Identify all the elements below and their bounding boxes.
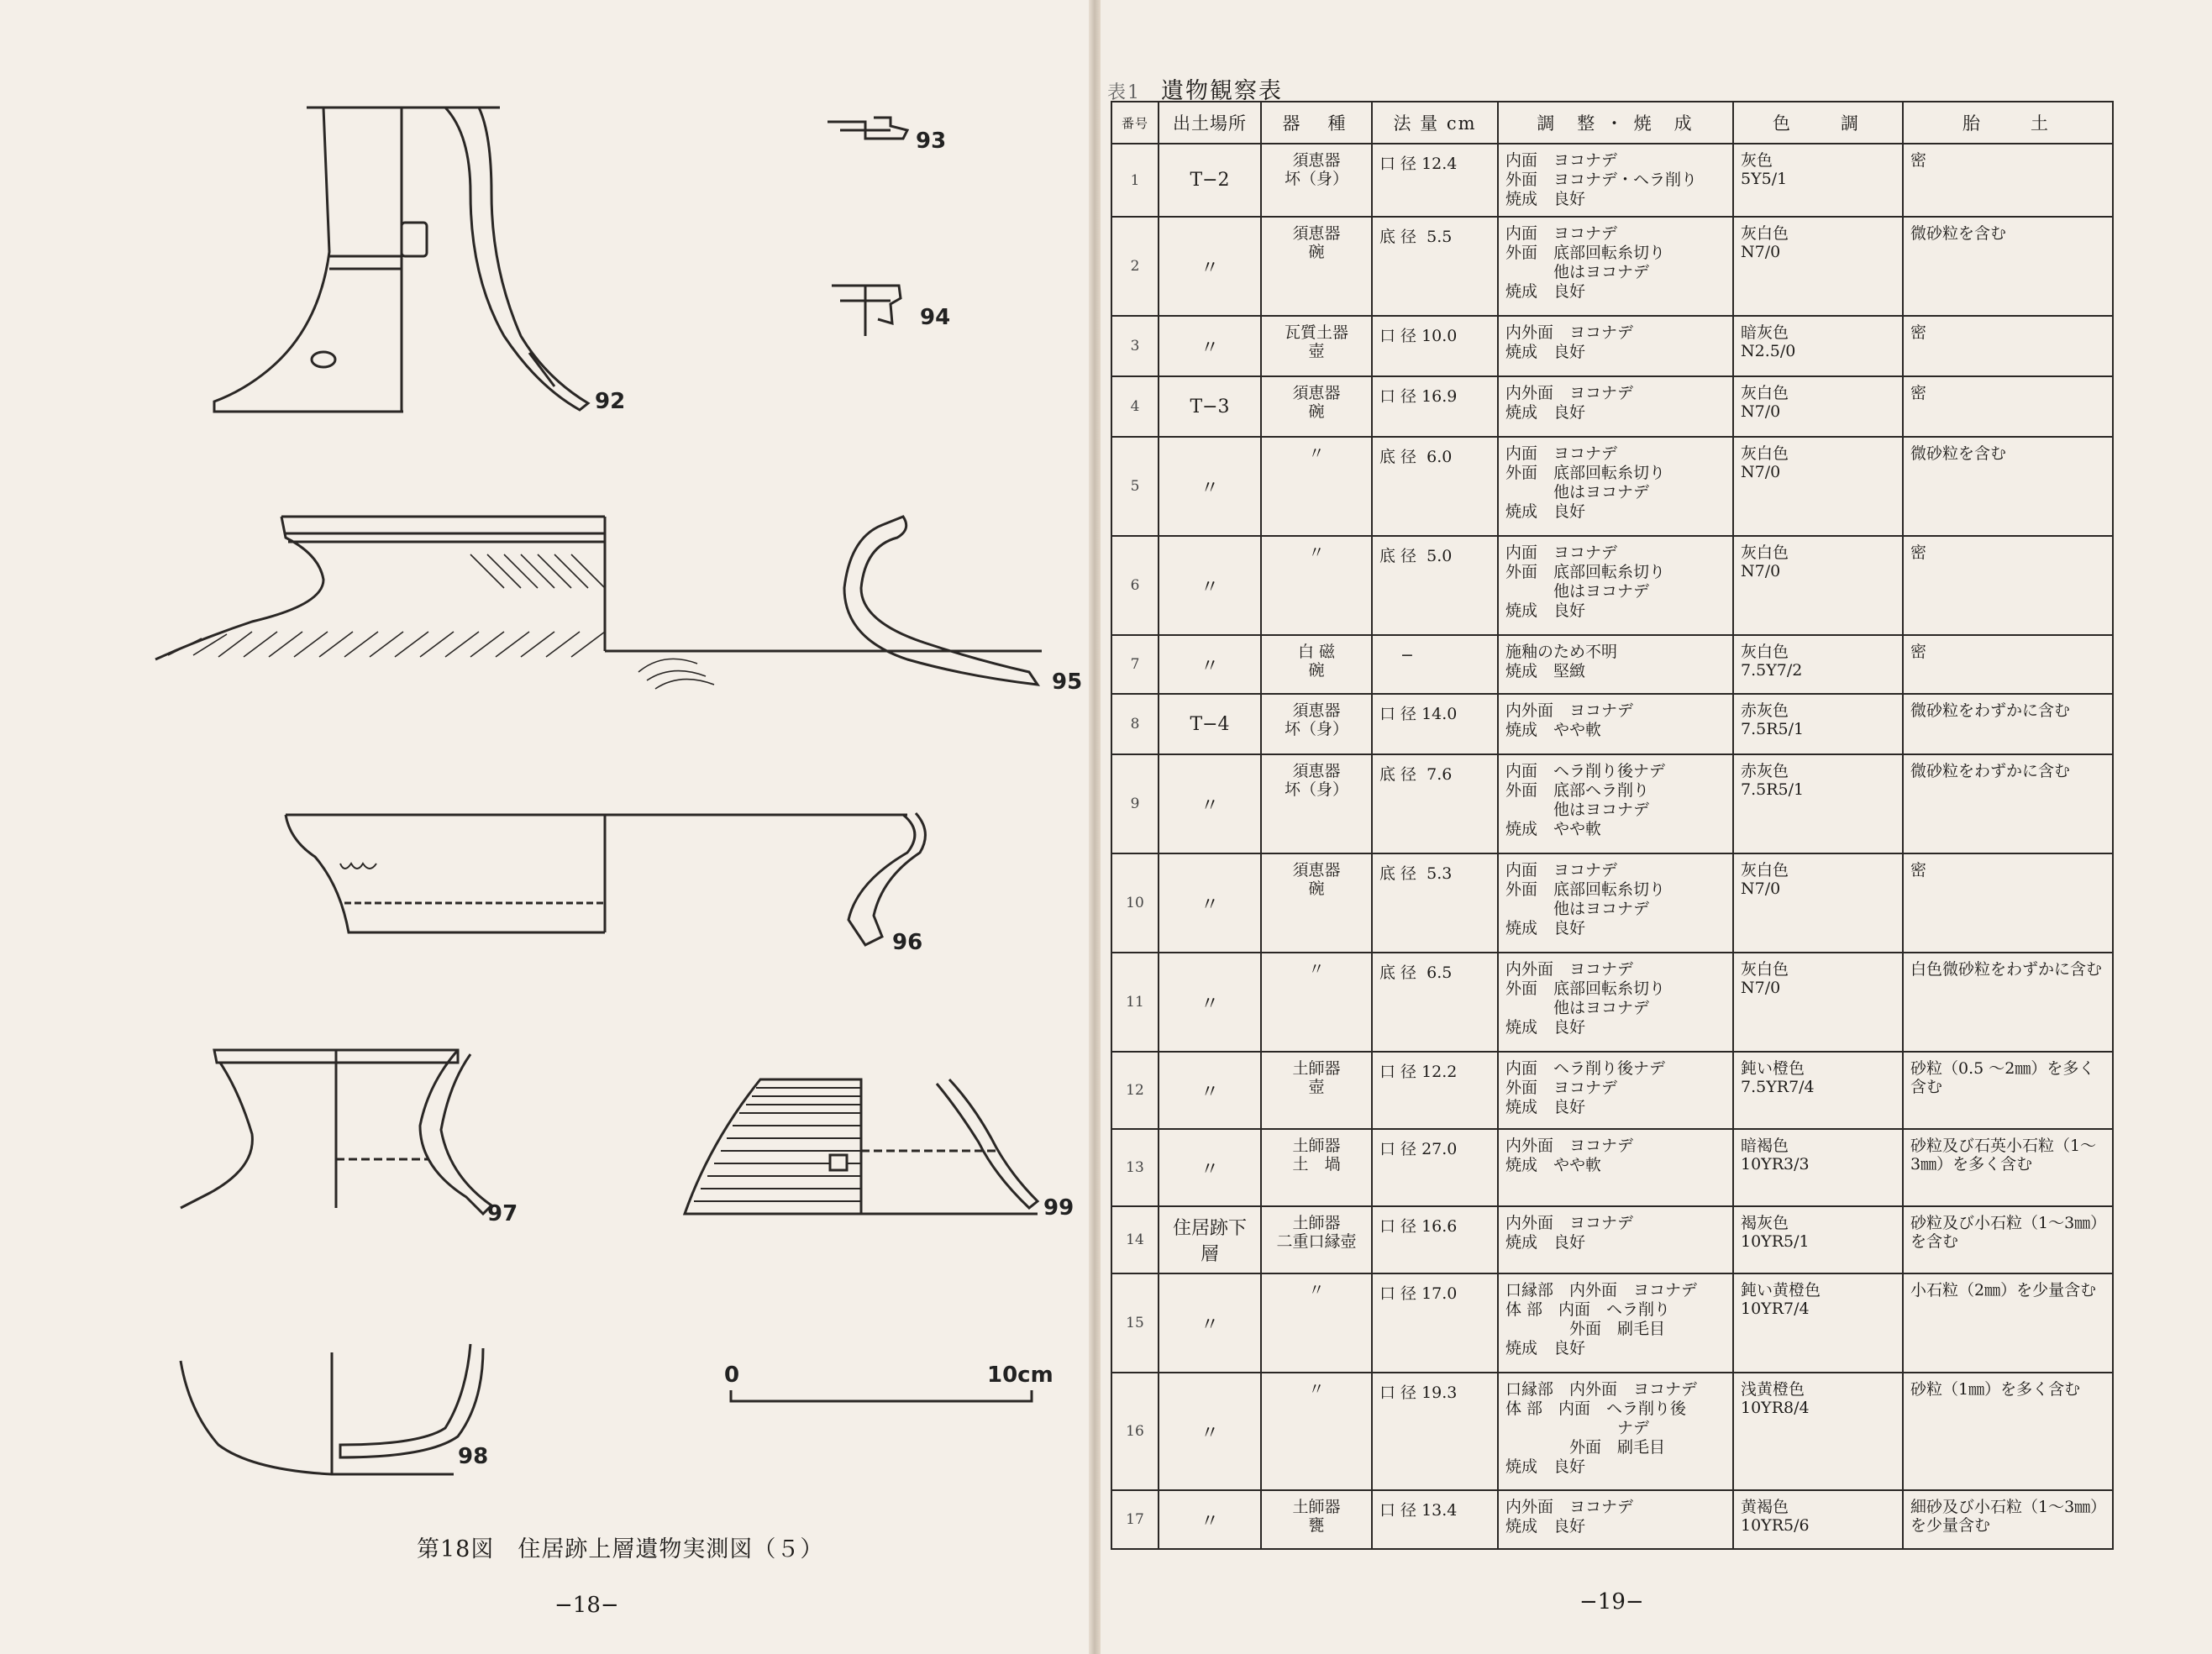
cell-site: 〃	[1159, 635, 1261, 694]
drawing-99	[685, 1079, 1038, 1214]
table-row	[1111, 217, 2113, 316]
cell-color: 赤灰色 7.5R5/1	[1733, 754, 1903, 853]
cell-color: 灰色 5Y5/1	[1733, 144, 1903, 217]
table-row	[1111, 1273, 2113, 1373]
cell-size: 底 径 5.0	[1372, 536, 1498, 635]
cell-color: 褐灰色 10YR5/1	[1733, 1206, 1903, 1273]
cell-site: T−2	[1159, 144, 1261, 217]
cell-number: 14	[1111, 1206, 1159, 1273]
cell-number: 1	[1111, 144, 1159, 217]
cell-adjustment: 施釉のため不明 焼成 堅緻	[1498, 635, 1733, 694]
cell-clay: 密	[1903, 635, 2113, 694]
cell-number: 8	[1111, 694, 1159, 754]
cell-kind: 土師器 甕	[1261, 1490, 1372, 1549]
figure-number-95: 95	[1052, 669, 1083, 695]
cell-clay: 密	[1903, 536, 2113, 635]
figure-number-99: 99	[1043, 1195, 1074, 1221]
cell-site: 〃	[1159, 437, 1261, 536]
cell-clay: 微砂粒をわずかに含む	[1903, 694, 2113, 754]
page-number-left: −18−	[554, 1593, 619, 1618]
cell-size: 底 径 7.6	[1372, 754, 1498, 853]
cell-clay: 細砂及び小石粒（1～3㎜）を少量含む	[1903, 1490, 2113, 1549]
drawing-94	[832, 286, 901, 336]
scale-bar	[731, 1390, 1032, 1401]
cell-size: 口 径 10.0	[1372, 316, 1498, 376]
cell-kind: 〃	[1261, 437, 1372, 536]
cell-size: 口 径 16.9	[1372, 376, 1498, 437]
cell-size: 底 径 5.3	[1372, 853, 1498, 953]
table-row	[1111, 853, 2113, 953]
cell-adjustment: 内面 ヨコナデ 外面 底部回転糸切り 他はヨコナデ 焼成 良好	[1498, 853, 1733, 953]
cell-color: 赤灰色 7.5R5/1	[1733, 694, 1903, 754]
artifact-observation-table	[1111, 101, 2114, 1550]
table-row	[1111, 754, 2113, 853]
cell-site: 〃	[1159, 953, 1261, 1052]
drawing-98	[181, 1344, 483, 1474]
cell-number: 16	[1111, 1373, 1159, 1490]
cell-adjustment: 内外面 ヨコナデ 焼成 やや軟	[1498, 1129, 1733, 1206]
header-number: 番号	[1111, 102, 1159, 144]
cell-adjustment: 内外面 ヨコナデ 焼成 良好	[1498, 376, 1733, 437]
page-number-right: −19−	[1579, 1589, 1644, 1615]
cell-adjustment: 内面 ヨコナデ 外面 底部回転糸切り 他はヨコナデ 焼成 良好	[1498, 217, 1733, 316]
cell-size: −	[1372, 635, 1498, 694]
cell-size: 底 径 6.5	[1372, 953, 1498, 1052]
header-clay: 胎 土	[1903, 102, 2113, 144]
cell-clay: 砂粒及び小石粒（1～3㎜）を含む	[1903, 1206, 2113, 1273]
figure-number-98: 98	[458, 1444, 489, 1469]
table-row	[1111, 536, 2113, 635]
header-color: 色 調	[1733, 102, 1903, 144]
cell-size: 口 径 14.0	[1372, 694, 1498, 754]
cell-size: 口 径 12.2	[1372, 1052, 1498, 1129]
cell-kind: 須恵器 碗	[1261, 853, 1372, 953]
cell-site: 〃	[1159, 1273, 1261, 1373]
cell-site: 〃	[1159, 316, 1261, 376]
cell-number: 7	[1111, 635, 1159, 694]
cell-site: 〃	[1159, 1129, 1261, 1206]
cell-color: 浅黄橙色 10YR8/4	[1733, 1373, 1903, 1490]
cell-clay: 白色微砂粒をわずかに含む	[1903, 953, 2113, 1052]
drawing-93	[828, 118, 907, 139]
cell-kind: 〃	[1261, 1273, 1372, 1373]
cell-color: 鈍い黄橙色 10YR7/4	[1733, 1273, 1903, 1373]
cell-kind: 須恵器 碗	[1261, 376, 1372, 437]
cell-size: 口 径 12.4	[1372, 144, 1498, 217]
table-row	[1111, 1052, 2113, 1129]
cell-number: 3	[1111, 316, 1159, 376]
cell-color: 灰白色 N7/0	[1733, 853, 1903, 953]
cell-size: 口 径 17.0	[1372, 1273, 1498, 1373]
figure-number-93: 93	[916, 129, 947, 154]
cell-clay: 微砂粒を含む	[1903, 437, 2113, 536]
book-gutter	[1089, 0, 1101, 1654]
cell-kind: 瓦質土器 壺	[1261, 316, 1372, 376]
table-row	[1111, 635, 2113, 694]
cell-adjustment: 内面 ヨコナデ 外面 底部回転糸切り 他はヨコナデ 焼成 良好	[1498, 536, 1733, 635]
table-title-text: 遺物観察表	[1161, 78, 1283, 104]
cell-number: 13	[1111, 1129, 1159, 1206]
drawing-97	[181, 1050, 491, 1214]
cell-clay: 密	[1903, 853, 2113, 953]
cell-number: 5	[1111, 437, 1159, 536]
cell-clay: 砂粒（1㎜）を多く含む	[1903, 1373, 2113, 1490]
cell-kind: 白 磁 碗	[1261, 635, 1372, 694]
cell-size: 底 径 5.5	[1372, 217, 1498, 316]
figure-number-96: 96	[892, 930, 923, 955]
header-adjustment: 調 整 ・ 焼 成	[1498, 102, 1733, 144]
cell-number: 15	[1111, 1273, 1159, 1373]
cell-kind: 土師器 土 堝	[1261, 1129, 1372, 1206]
cell-site: 〃	[1159, 754, 1261, 853]
table-row	[1111, 437, 2113, 536]
cell-kind: 〃	[1261, 953, 1372, 1052]
cell-clay: 微砂粒をわずかに含む	[1903, 754, 2113, 853]
cell-kind: 土師器 二重口縁壺	[1261, 1206, 1372, 1273]
cell-adjustment: 内面 ヨコナデ 外面 ヨコナデ・ヘラ削り 焼成 良好	[1498, 144, 1733, 217]
pottery-drawings	[0, 0, 1089, 1654]
cell-site: 〃	[1159, 1373, 1261, 1490]
cell-size: 底 径 6.0	[1372, 437, 1498, 536]
cell-number: 11	[1111, 953, 1159, 1052]
table-row	[1111, 1129, 2113, 1206]
cell-clay: 密	[1903, 376, 2113, 437]
cell-color: 黄褐色 10YR5/6	[1733, 1490, 1903, 1549]
header-kind: 器 種	[1261, 102, 1372, 144]
table-body	[1111, 144, 2113, 1549]
cell-site: 〃	[1159, 1052, 1261, 1129]
cell-adjustment: 内外面 ヨコナデ 焼成 やや軟	[1498, 694, 1733, 754]
cell-color: 灰白色 N7/0	[1733, 536, 1903, 635]
table-row	[1111, 316, 2113, 376]
table-row	[1111, 694, 2113, 754]
figure-number-97: 97	[487, 1201, 518, 1226]
table-row	[1111, 1373, 2113, 1490]
cell-clay: 密	[1903, 144, 2113, 217]
cell-kind: 須恵器 碗	[1261, 217, 1372, 316]
table-number: 表1	[1107, 82, 1141, 103]
cell-adjustment: 内面 ヘラ削り後ナデ 外面 ヨコナデ 焼成 良好	[1498, 1052, 1733, 1129]
cell-kind: 須恵器 坏（身）	[1261, 754, 1372, 853]
cell-clay: 砂粒（0.5 ～2㎜）を多く含む	[1903, 1052, 2113, 1129]
figure-number-94: 94	[920, 305, 951, 330]
cell-number: 4	[1111, 376, 1159, 437]
table-row	[1111, 953, 2113, 1052]
cell-number: 9	[1111, 754, 1159, 853]
header-size: 法 量 cm	[1372, 102, 1498, 144]
cell-kind: 須恵器 坏（身）	[1261, 144, 1372, 217]
cell-adjustment: 内面 ヘラ削り後ナデ 外面 底部ヘラ削り 他はヨコナデ 焼成 やや軟	[1498, 754, 1733, 853]
scale-start-label: 0	[724, 1363, 740, 1388]
figure-caption: 第18図 住居跡上層遺物実測図（５）	[417, 1536, 824, 1562]
cell-kind: 須恵器 坏（身）	[1261, 694, 1372, 754]
cell-color: 暗灰色 N2.5/0	[1733, 316, 1903, 376]
cell-kind: 土師器 壺	[1261, 1052, 1372, 1129]
drawing-96	[286, 813, 925, 945]
cell-number: 17	[1111, 1490, 1159, 1549]
cell-color: 灰白色 N7/0	[1733, 376, 1903, 437]
cell-color: 灰白色 N7/0	[1733, 953, 1903, 1052]
cell-adjustment: 口縁部 内外面 ヨコナデ 体 部 内面 ヘラ削り後 ナデ 外面 刷毛目 焼成 良好	[1498, 1373, 1733, 1490]
table-row	[1111, 1490, 2113, 1549]
cell-site: T−4	[1159, 694, 1261, 754]
cell-site: 〃	[1159, 1490, 1261, 1549]
cell-color: 灰白色 7.5Y7/2	[1733, 635, 1903, 694]
header-site: 出土場所	[1159, 102, 1261, 144]
cell-adjustment: 内面 ヨコナデ 外面 底部回転糸切り 他はヨコナデ 焼成 良好	[1498, 437, 1733, 536]
table-header-row	[1111, 102, 2113, 144]
cell-site: 住居跡下層	[1159, 1206, 1261, 1273]
cell-adjustment: 内外面 ヨコナデ 外面 底部回転糸切り 他はヨコナデ 焼成 良好	[1498, 953, 1733, 1052]
cell-number: 12	[1111, 1052, 1159, 1129]
cell-adjustment: 内外面 ヨコナデ 焼成 良好	[1498, 316, 1733, 376]
drawing-92	[214, 108, 588, 412]
cell-clay: 小石粒（2㎜）を少量含む	[1903, 1273, 2113, 1373]
table-row	[1111, 144, 2113, 217]
cell-clay: 砂粒及び石英小石粒（1～3㎜）を多く含む	[1903, 1129, 2113, 1206]
table-row	[1111, 376, 2113, 437]
cell-site: 〃	[1159, 536, 1261, 635]
cell-size: 口 径 13.4	[1372, 1490, 1498, 1549]
cell-kind: 〃	[1261, 1373, 1372, 1490]
scale-end-label: 10cm	[987, 1363, 1053, 1388]
cell-clay: 密	[1903, 316, 2113, 376]
cell-color: 鈍い橙色 7.5YR7/4	[1733, 1052, 1903, 1129]
cell-color: 灰白色 N7/0	[1733, 437, 1903, 536]
cell-adjustment: 内外面 ヨコナデ 焼成 良好	[1498, 1490, 1733, 1549]
left-page	[0, 0, 1089, 1654]
cell-adjustment: 内外面 ヨコナデ 焼成 良好	[1498, 1206, 1733, 1273]
cell-kind: 〃	[1261, 536, 1372, 635]
cell-size: 口 径 27.0	[1372, 1129, 1498, 1206]
drawing-95	[155, 517, 1042, 689]
cell-clay: 微砂粒を含む	[1903, 217, 2113, 316]
cell-color: 灰白色 N7/0	[1733, 217, 1903, 316]
cell-adjustment: 口縁部 内外面 ヨコナデ 体 部 内面 ヘラ削り 外面 刷毛目 焼成 良好	[1498, 1273, 1733, 1373]
cell-site: T−3	[1159, 376, 1261, 437]
cell-number: 6	[1111, 536, 1159, 635]
cell-number: 10	[1111, 853, 1159, 953]
cell-number: 2	[1111, 217, 1159, 316]
figure-number-92: 92	[595, 389, 626, 414]
cell-color: 暗褐色 10YR3/3	[1733, 1129, 1903, 1206]
table-row	[1111, 1206, 2113, 1273]
cell-site: 〃	[1159, 853, 1261, 953]
cell-site: 〃	[1159, 217, 1261, 316]
cell-size: 口 径 16.6	[1372, 1206, 1498, 1273]
cell-size: 口 径 19.3	[1372, 1373, 1498, 1490]
